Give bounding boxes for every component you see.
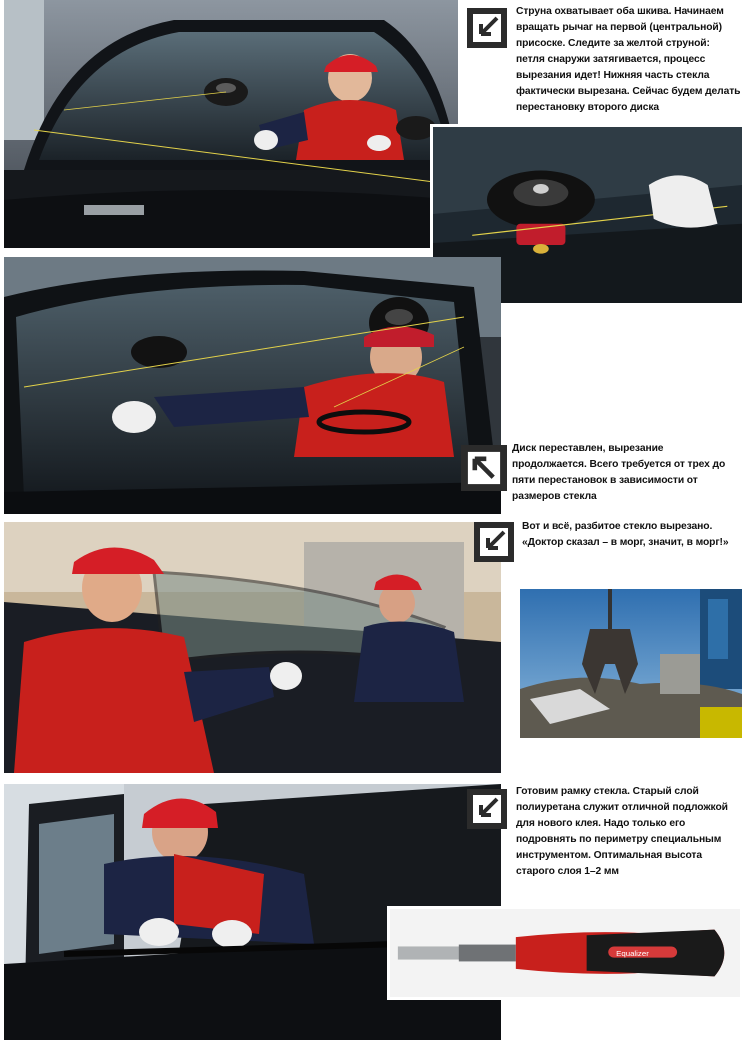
tool-brand-label: Equalizer [616, 948, 649, 958]
photo-windshield-cutting-2 [4, 257, 501, 514]
caption-step-3: Вот и всё, разбитое стекло вырезано. «Доктор сказал – в морг, значит, в морг!» [522, 521, 729, 548]
arrow-down-left-icon [467, 789, 507, 829]
photo-glass-removed [4, 522, 501, 773]
caption-step-4: Готовим рамку стекла. Старый слой полиуретана служит отличной подложкой для нового клея. Надо только его подровнять по периметру специальным инструментом. Оптимальная высота старого слоя 1–2 мм [516, 786, 728, 877]
photo-inset-trimming-tool [387, 906, 743, 1000]
photo-windshield-cutting-1 [4, 0, 458, 248]
arrow-up-left-icon [461, 445, 507, 491]
arrow-down-left-icon [467, 8, 507, 48]
caption-step-1: Струна охватывает оба шкива. Начинаем вращать рычаг на первой (центральной) присоске. Следите за желтой струной: петля снаружи затягивается, процесс вырезания идет! Нижняя часть стекла фактически вырезана. Сейчас будем делать перестановку второго диска [516, 6, 741, 113]
photo-scrapyard-crane [520, 589, 742, 738]
caption-step-2: Диск переставлен, вырезание продолжается. Всего требуется от трех до пяти перестановок в зависимости от размеров стекла [512, 443, 726, 502]
arrow-down-left-icon [474, 522, 514, 562]
